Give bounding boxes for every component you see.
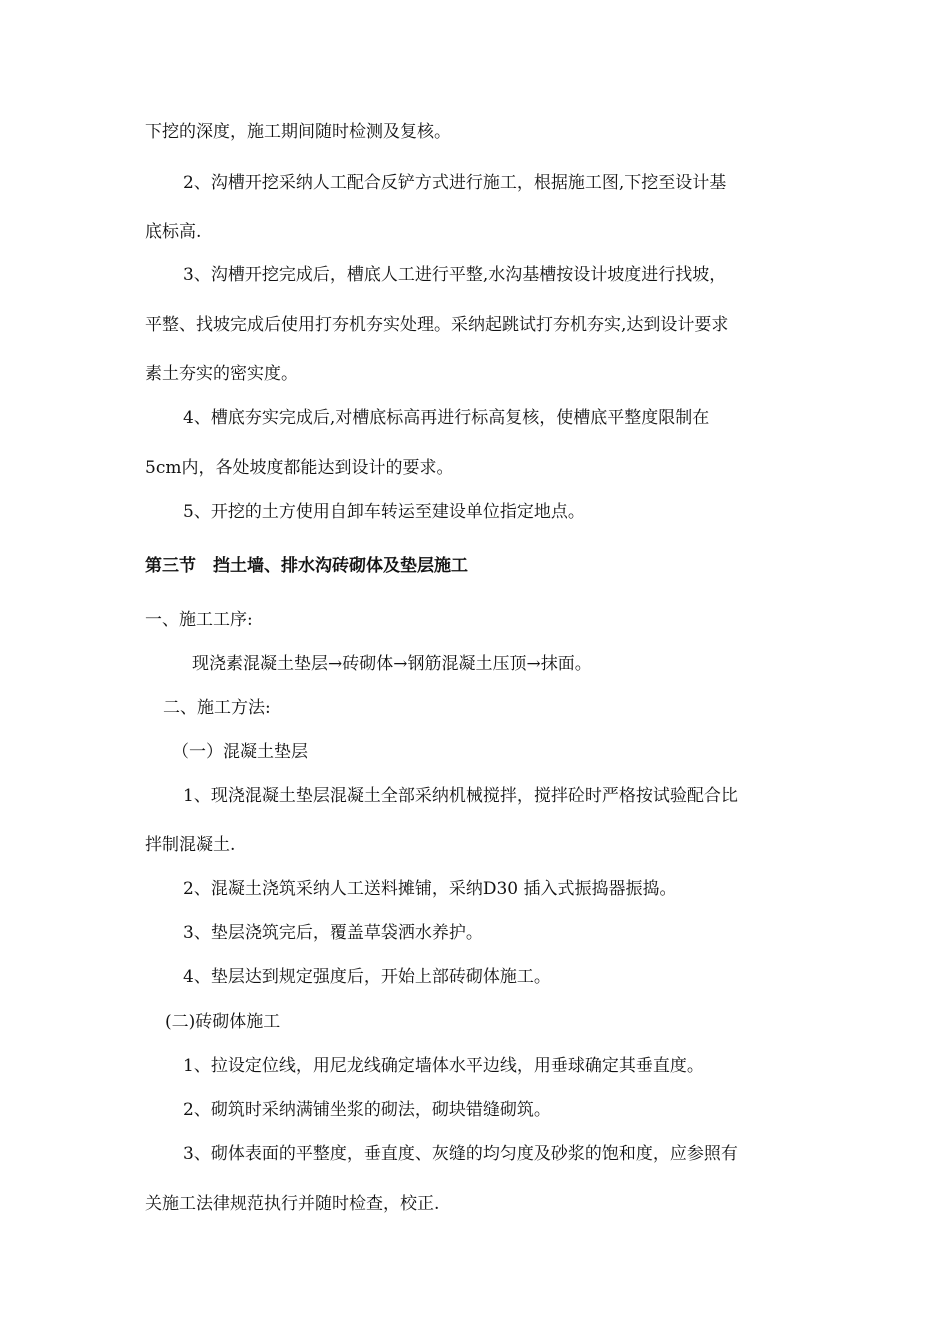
paragraph-line: 1、拉设定位线，用尼龙线确定墙体水平边线，用垂球确定其垂直度。: [183, 1056, 704, 1076]
paragraph-line: 关施工法律规范执行并随时检查，校正.: [145, 1194, 440, 1214]
paragraph-line: 2、沟槽开挖采纳人工配合反铲方式进行施工，根据施工图,下挖至设计基: [183, 173, 727, 193]
step-title: 二、施工方法:: [163, 698, 271, 718]
paragraph-line: 4、槽底夯实完成后,对槽底标高再进行标高复核，使槽底平整度限制在: [183, 408, 710, 428]
paragraph-line: 下挖的深度，施工期间随时检测及复核。: [145, 122, 451, 142]
paragraph-line: 3、砌体表面的平整度，垂直度、灰缝的均匀度及砂浆的饱和度，应参照有: [183, 1144, 738, 1164]
process-flow: 现浇素混凝土垫层→砖砌体→钢筋混凝土压顶→抹面。: [192, 654, 592, 674]
paragraph-line: 素土夯实的密实度。: [145, 364, 298, 384]
paragraph-line: 1、现浇混凝土垫层混凝土全部采纳机械搅拌，搅拌砼时严格按试验配合比: [183, 786, 738, 806]
paragraph-line: 3、沟槽开挖完成后，槽底人工进行平整,水沟基槽按设计坡度进行找坡，: [183, 265, 727, 285]
paragraph-line: 4、垫层达到规定强度后，开始上部砖砌体施工。: [183, 967, 551, 987]
paragraph-line: 3、垫层浇筑完后，覆盖草袋洒水养护。: [183, 923, 483, 943]
paragraph-line: 拌制混凝土.: [145, 835, 236, 855]
subsection-title: （一）混凝土垫层: [172, 742, 308, 762]
paragraph-line: 底标高.: [145, 222, 202, 242]
subsection-title: (二)砖砌体施工: [165, 1012, 281, 1032]
step-title: 一、施工工序:: [145, 610, 253, 630]
paragraph-line: 2、砌筑时采纳满铺坐浆的砌法，砌块错缝砌筑。: [183, 1100, 551, 1120]
paragraph-line: 平整、找坡完成后使用打夯机夯实处理。采纳起跳试打夯机夯实,达到设计要求: [145, 315, 729, 335]
paragraph-line: 5、开挖的土方使用自卸车转运至建设单位指定地点。: [183, 502, 585, 522]
section-heading: 第三节 挡土墙、排水沟砖砌体及垫层施工: [145, 556, 468, 576]
paragraph-line: 5cm内，各处坡度都能达到设计的要求。: [145, 458, 454, 478]
paragraph-line: 2、混凝土浇筑采纳人工送料摊铺，采纳D30 插入式振捣器振捣。: [183, 879, 677, 899]
